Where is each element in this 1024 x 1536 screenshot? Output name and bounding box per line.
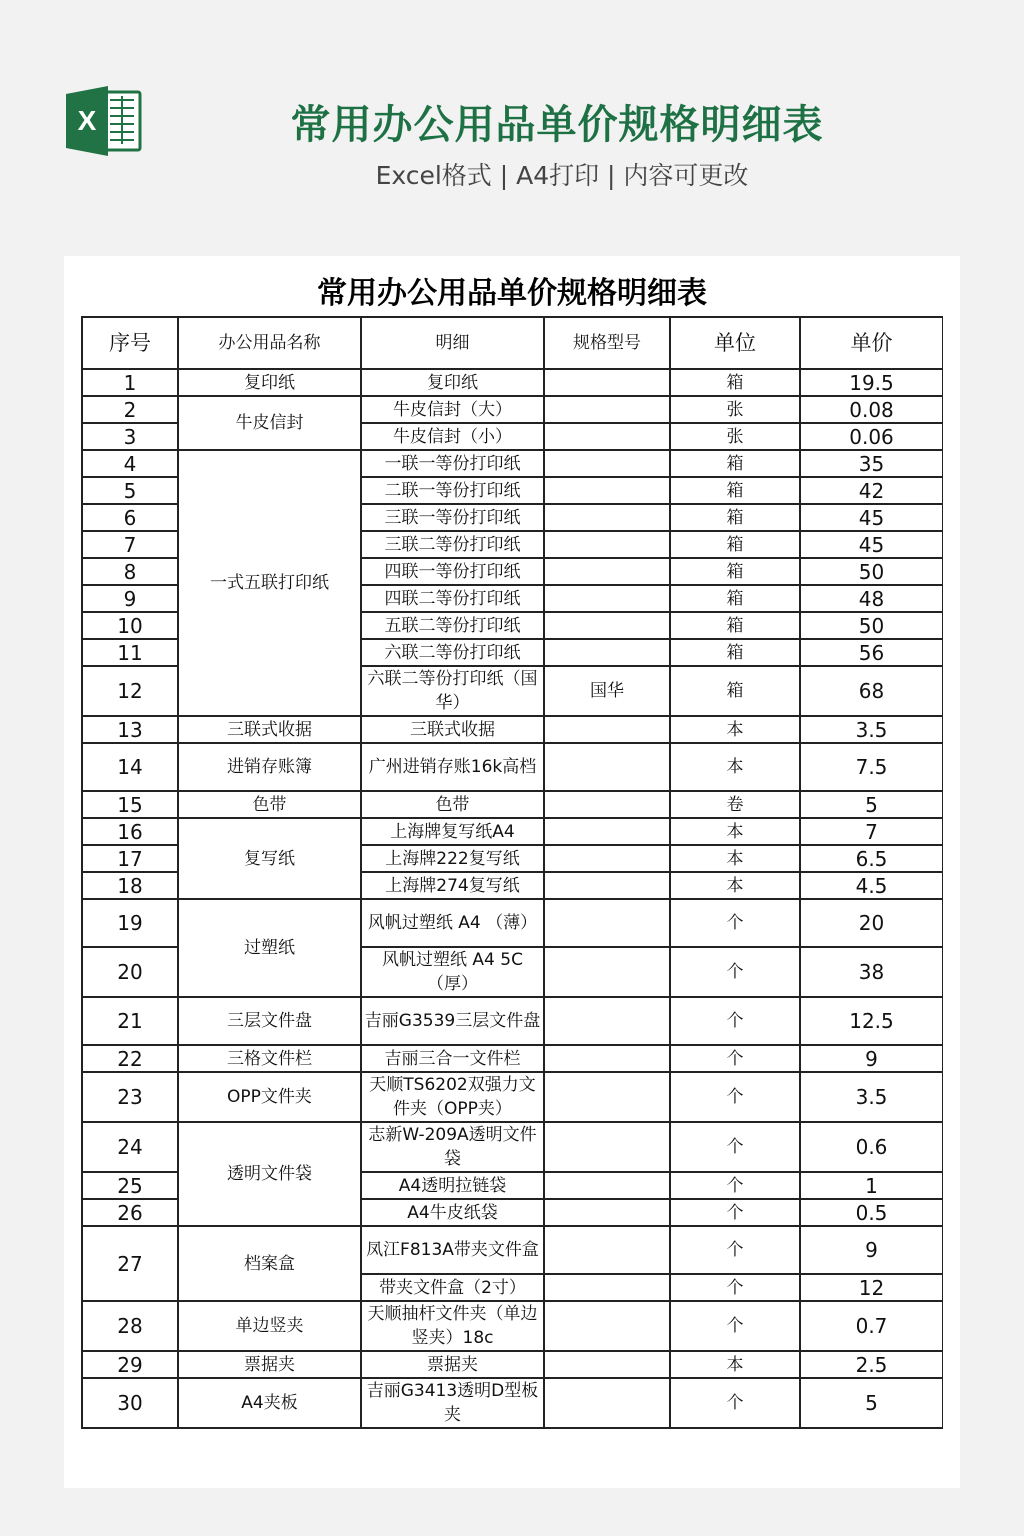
table-row: [82, 1301, 943, 1351]
table-row: [82, 1226, 943, 1274]
cell-price: 7.5: [800, 743, 943, 791]
cell-name: 档案盒: [178, 1226, 361, 1301]
cell-spec: [544, 1274, 670, 1301]
table-row: [82, 1045, 943, 1072]
cell-name: 单边竖夹: [178, 1301, 361, 1351]
cell-spec: [544, 612, 670, 639]
cell-detail: 票据夹: [361, 1351, 544, 1378]
cell-unit: 箱: [670, 612, 800, 639]
cell-detail: A4牛皮纸袋: [361, 1199, 544, 1226]
cell-spec: [544, 1301, 670, 1351]
cell-price: 3.5: [800, 1072, 943, 1122]
cell-no: 28: [82, 1301, 178, 1351]
cell-detail: 三联一等份打印纸: [361, 504, 544, 531]
page-title: 常用办公用品单价规格明细表: [290, 102, 824, 148]
cell-name: 三联式收据: [178, 716, 361, 743]
cell-price: 4.5: [800, 872, 943, 899]
table-row: [82, 791, 943, 818]
table-row: [82, 997, 943, 1045]
cell-unit: 个: [670, 1045, 800, 1072]
cell-unit: 个: [670, 1172, 800, 1199]
cell-no: 14: [82, 743, 178, 791]
sheet-title: 常用办公用品单价规格明细表: [317, 276, 707, 311]
cell-price: 50: [800, 558, 943, 585]
cell-no: 7: [82, 531, 178, 558]
cell-spec: [544, 423, 670, 450]
cell-no: 20: [82, 947, 178, 997]
cell-unit: 个: [670, 1378, 800, 1428]
cell-unit: 箱: [670, 369, 800, 396]
cell-name: A4夹板: [178, 1378, 361, 1428]
table-row: [82, 818, 943, 845]
col-header-price: 单价: [800, 317, 943, 369]
cell-unit: 个: [670, 899, 800, 947]
cell-detail: 四联一等份打印纸: [361, 558, 544, 585]
cell-name: 一式五联打印纸: [178, 450, 361, 716]
cell-no: 30: [82, 1378, 178, 1428]
cell-spec: [544, 845, 670, 872]
cell-no: 19: [82, 899, 178, 947]
cell-price: 12: [800, 1274, 943, 1301]
cell-price: 19.5: [800, 369, 943, 396]
cell-no: 6: [82, 504, 178, 531]
cell-unit: 个: [670, 1122, 800, 1172]
table-row: [82, 716, 943, 743]
cell-price: 0.5: [800, 1199, 943, 1226]
cell-unit: 张: [670, 396, 800, 423]
cell-unit: 箱: [670, 666, 800, 716]
col-header-no: 序号: [82, 317, 178, 369]
cell-no: 2: [82, 396, 178, 423]
cell-detail: 复印纸: [361, 369, 544, 396]
cell-unit: 箱: [670, 531, 800, 558]
cell-spec: [544, 1172, 670, 1199]
cell-price: 0.08: [800, 396, 943, 423]
table-row: [82, 396, 943, 423]
cell-spec: [544, 504, 670, 531]
cell-name: 票据夹: [178, 1351, 361, 1378]
cell-detail: 吉丽G3413透明D型板夹: [361, 1378, 544, 1428]
cell-detail: 吉丽三合一文件栏: [361, 1045, 544, 1072]
cell-name: 三层文件盘: [178, 997, 361, 1045]
cell-name: 色带: [178, 791, 361, 818]
table-row: [82, 1122, 943, 1172]
cell-no: 10: [82, 612, 178, 639]
cell-no: 16: [82, 818, 178, 845]
cell-spec: [544, 1045, 670, 1072]
cell-price: 9: [800, 1226, 943, 1274]
cell-no: 9: [82, 585, 178, 612]
cell-price: 20: [800, 899, 943, 947]
col-header-spec: 规格型号: [544, 317, 670, 369]
cell-unit: 卷: [670, 791, 800, 818]
cell-unit: 本: [670, 743, 800, 791]
cell-unit: 本: [670, 1351, 800, 1378]
cell-spec: [544, 872, 670, 899]
cell-spec: [544, 1122, 670, 1172]
table-container: [81, 316, 943, 1462]
cell-price: 12.5: [800, 997, 943, 1045]
sheet-preview: [64, 256, 960, 1488]
cell-spec: [544, 477, 670, 504]
cell-spec: [544, 743, 670, 791]
cell-unit: 个: [670, 1274, 800, 1301]
cell-detail: 凤江F813A带夹文件盒: [361, 1226, 544, 1274]
cell-spec: [544, 818, 670, 845]
table-row: [82, 899, 943, 947]
cell-price: 6.5: [800, 845, 943, 872]
cell-name: 透明文件袋: [178, 1122, 361, 1226]
table-row: [82, 1378, 943, 1428]
cell-price: 68: [800, 666, 943, 716]
cell-no: 13: [82, 716, 178, 743]
cell-unit: 本: [670, 845, 800, 872]
cell-spec: [544, 369, 670, 396]
cell-spec: [544, 396, 670, 423]
cell-spec: [544, 531, 670, 558]
header-row: [82, 317, 943, 369]
cell-unit: 本: [670, 716, 800, 743]
cell-name: 复印纸: [178, 369, 361, 396]
cell-detail: 上海牌222复写纸: [361, 845, 544, 872]
cell-detail: 三联二等份打印纸: [361, 531, 544, 558]
cell-spec: [544, 1199, 670, 1226]
cell-price: 1: [800, 1172, 943, 1199]
cell-spec: [544, 1351, 670, 1378]
table-row: [82, 369, 943, 396]
cell-name: OPP文件夹: [178, 1072, 361, 1122]
cell-no: 18: [82, 872, 178, 899]
cell-spec: [544, 585, 670, 612]
cell-no: 23: [82, 1072, 178, 1122]
table-row: [82, 1072, 943, 1122]
cell-unit: 箱: [670, 585, 800, 612]
cell-spec: [544, 899, 670, 947]
table-row: [82, 743, 943, 791]
cell-unit: 个: [670, 1072, 800, 1122]
cell-unit: 张: [670, 423, 800, 450]
cell-no: 4: [82, 450, 178, 477]
cell-price: 5: [800, 791, 943, 818]
cell-no: 12: [82, 666, 178, 716]
cell-no: 5: [82, 477, 178, 504]
cell-detail: 天顺抽杆文件夹（单边竖夹）18c: [361, 1301, 544, 1351]
cell-unit: 个: [670, 997, 800, 1045]
cell-price: 7: [800, 818, 943, 845]
cell-no: 22: [82, 1045, 178, 1072]
cell-price: 56: [800, 639, 943, 666]
cell-price: 50: [800, 612, 943, 639]
cell-price: 42: [800, 477, 943, 504]
cell-detail: 四联二等份打印纸: [361, 585, 544, 612]
cell-price: 5: [800, 1378, 943, 1428]
page-header: [0, 0, 1024, 250]
cell-detail: 五联二等份打印纸: [361, 612, 544, 639]
col-header-unit: 单位: [670, 317, 800, 369]
table-row: [82, 1351, 943, 1378]
cell-detail: 吉丽G3539三层文件盘: [361, 997, 544, 1045]
cell-name: 进销存账簿: [178, 743, 361, 791]
cell-price: 2.5: [800, 1351, 943, 1378]
cell-detail: 牛皮信封（大）: [361, 396, 544, 423]
cell-spec: [544, 1072, 670, 1122]
cell-no: 15: [82, 791, 178, 818]
cell-detail: 风帆过塑纸 A4 （薄）: [361, 899, 544, 947]
cell-detail: 六联二等份打印纸: [361, 639, 544, 666]
cell-price: 9: [800, 1045, 943, 1072]
cell-unit: 个: [670, 1226, 800, 1274]
cell-name: 牛皮信封: [178, 396, 361, 450]
cell-spec: [544, 639, 670, 666]
cell-name: 复写纸: [178, 818, 361, 899]
cell-no: 25: [82, 1172, 178, 1199]
cell-spec: [544, 791, 670, 818]
cell-price: 35: [800, 450, 943, 477]
cell-no: 29: [82, 1351, 178, 1378]
cell-price: 3.5: [800, 716, 943, 743]
cell-spec: 国华: [544, 666, 670, 716]
cell-no: 8: [82, 558, 178, 585]
cell-detail: 风帆过塑纸 A4 5C（厚）: [361, 947, 544, 997]
cell-detail: 牛皮信封（小）: [361, 423, 544, 450]
cell-no: 17: [82, 845, 178, 872]
cell-price: 48: [800, 585, 943, 612]
cell-spec: [544, 1378, 670, 1428]
cell-no: 11: [82, 639, 178, 666]
cell-unit: 箱: [670, 558, 800, 585]
cell-unit: 箱: [670, 639, 800, 666]
cell-spec: [544, 947, 670, 997]
cell-no: 26: [82, 1199, 178, 1226]
cell-price: 0.7: [800, 1301, 943, 1351]
cell-detail: 上海牌复写纸A4: [361, 818, 544, 845]
cell-price: 45: [800, 504, 943, 531]
cell-name: 三格文件栏: [178, 1045, 361, 1072]
cell-spec: [544, 450, 670, 477]
cell-no: 21: [82, 997, 178, 1045]
cell-detail: 广州进销存账16k高档: [361, 743, 544, 791]
cell-spec: [544, 558, 670, 585]
cell-price: 0.6: [800, 1122, 943, 1172]
cell-no: 3: [82, 423, 178, 450]
cell-unit: 箱: [670, 450, 800, 477]
cell-detail: 天顺TS6202双强力文件夹（OPP夹）: [361, 1072, 544, 1122]
cell-unit: 箱: [670, 477, 800, 504]
cell-no: 24: [82, 1122, 178, 1172]
cell-spec: [544, 997, 670, 1045]
cell-detail: 三联式收据: [361, 716, 544, 743]
cell-unit: 本: [670, 818, 800, 845]
page-subtitle: Excel格式 | A4打印 | 内容可更改: [375, 161, 749, 190]
table-row: [82, 450, 943, 477]
cell-price: 45: [800, 531, 943, 558]
cell-price: 38: [800, 947, 943, 997]
cell-detail: 二联一等份打印纸: [361, 477, 544, 504]
col-header-name: 办公用品名称: [178, 317, 361, 369]
cell-detail: 色带: [361, 791, 544, 818]
cell-no: 27: [82, 1226, 178, 1301]
cell-detail: A4透明拉链袋: [361, 1172, 544, 1199]
cell-spec: [544, 1226, 670, 1274]
cell-no: 1: [82, 369, 178, 396]
svg-text:X: X: [77, 105, 97, 136]
price-table: [81, 316, 943, 1429]
cell-unit: 个: [670, 1199, 800, 1226]
cell-detail: 上海牌274复写纸: [361, 872, 544, 899]
cell-spec: [544, 716, 670, 743]
cell-unit: 个: [670, 1301, 800, 1351]
cell-detail: 一联一等份打印纸: [361, 450, 544, 477]
cell-detail: 带夹文件盒（2寸）: [361, 1274, 544, 1301]
col-header-detail: 明细: [361, 317, 544, 369]
cell-unit: 本: [670, 872, 800, 899]
cell-detail: 六联二等份打印纸（国华）: [361, 666, 544, 716]
cell-name: 过塑纸: [178, 899, 361, 997]
cell-unit: 箱: [670, 504, 800, 531]
cell-price: 0.06: [800, 423, 943, 450]
cell-detail: 志新W-209A透明文件袋: [361, 1122, 544, 1172]
cell-unit: 个: [670, 947, 800, 997]
